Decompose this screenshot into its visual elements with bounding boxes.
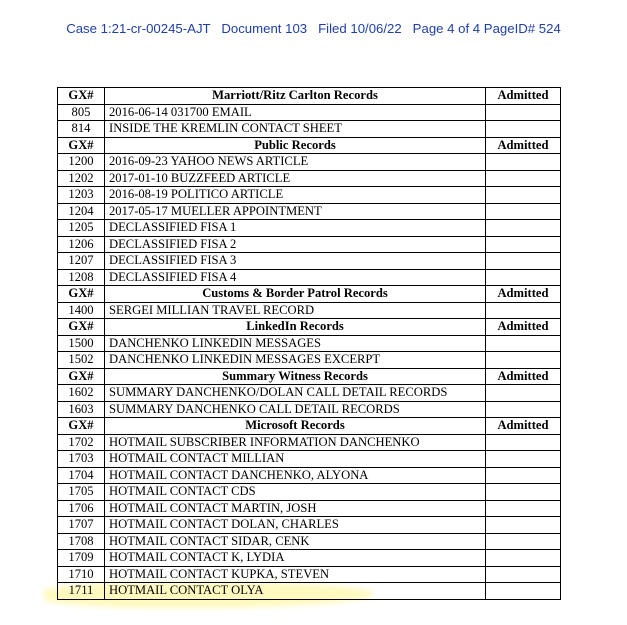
exhibit-description: DANCHENKO LINKEDIN MESSAGES	[105, 335, 486, 352]
table-row	[58, 302, 561, 319]
table-row	[58, 484, 561, 501]
gx-column-header: GX#	[58, 137, 105, 154]
gx-column-header: GX#	[58, 286, 105, 303]
exhibit-number: 1711	[58, 583, 105, 600]
exhibit-number: 1502	[58, 352, 105, 369]
admitted-cell	[486, 302, 561, 319]
exhibit-description: HOTMAIL CONTACT DOLAN, CHARLES	[105, 517, 486, 534]
exhibit-table	[57, 87, 561, 600]
exhibit-number: 814	[58, 121, 105, 138]
exhibit-number: 1204	[58, 203, 105, 220]
admitted-cell	[486, 583, 561, 600]
exhibit-number: 1710	[58, 566, 105, 583]
admitted-cell	[486, 517, 561, 534]
admitted-cell	[486, 401, 561, 418]
admitted-cell	[486, 104, 561, 121]
exhibit-number: 1709	[58, 550, 105, 567]
table-row	[58, 335, 561, 352]
admitted-cell	[486, 500, 561, 517]
admitted-cell	[486, 467, 561, 484]
admitted-column-header: Admitted	[486, 368, 561, 385]
section-title: Public Records	[105, 137, 486, 154]
section-header-row	[58, 368, 561, 385]
table-row	[58, 566, 561, 583]
table-row	[58, 253, 561, 270]
exhibit-description: DECLASSIFIED FISA 4	[105, 269, 486, 286]
table-row	[58, 187, 561, 204]
section-header-row	[58, 137, 561, 154]
exhibit-number: 1708	[58, 533, 105, 550]
exhibit-number: 1208	[58, 269, 105, 286]
table-row	[58, 517, 561, 534]
admitted-column-header: Admitted	[486, 319, 561, 336]
exhibit-number: 1400	[58, 302, 105, 319]
table-row	[58, 220, 561, 237]
admitted-cell	[486, 533, 561, 550]
exhibit-number: 1500	[58, 335, 105, 352]
admitted-cell	[486, 203, 561, 220]
exhibit-number: 1200	[58, 154, 105, 171]
admitted-cell	[486, 484, 561, 501]
table-row	[58, 385, 561, 402]
admitted-cell	[486, 187, 561, 204]
table-row	[58, 203, 561, 220]
admitted-column-header: Admitted	[486, 286, 561, 303]
exhibit-number: 1703	[58, 451, 105, 468]
exhibit-number: 1707	[58, 517, 105, 534]
admitted-cell	[486, 434, 561, 451]
exhibit-number: 1203	[58, 187, 105, 204]
document-header: Case 1:21-cr-00245-AJT Document 103 Filed 10/06/22 Page 4 of 4 PageID# 524	[66, 21, 561, 36]
exhibit-description: 2017-01-10 BUZZFEED ARTICLE	[105, 170, 486, 187]
admitted-cell	[486, 121, 561, 138]
table-row	[58, 401, 561, 418]
section-title: LinkedIn Records	[105, 319, 486, 336]
exhibit-number: 1206	[58, 236, 105, 253]
exhibit-number: 1205	[58, 220, 105, 237]
exhibit-number: 1705	[58, 484, 105, 501]
exhibit-number: 1602	[58, 385, 105, 402]
section-title: Marriott/Ritz Carlton Records	[105, 88, 486, 105]
section-header-row	[58, 88, 561, 105]
admitted-cell	[486, 451, 561, 468]
exhibit-number: 805	[58, 104, 105, 121]
table-row	[58, 451, 561, 468]
exhibit-description: INSIDE THE KREMLIN CONTACT SHEET	[105, 121, 486, 138]
exhibit-description: 2016-06-14 031700 EMAIL	[105, 104, 486, 121]
table-row	[58, 352, 561, 369]
gx-column-header: GX#	[58, 88, 105, 105]
section-header-row	[58, 286, 561, 303]
admitted-column-header: Admitted	[486, 137, 561, 154]
table-row	[58, 121, 561, 138]
exhibit-description: HOTMAIL CONTACT SIDAR, CENK	[105, 533, 486, 550]
admitted-cell	[486, 385, 561, 402]
admitted-column-header: Admitted	[486, 418, 561, 435]
exhibit-description: 2017-05-17 MUELLER APPOINTMENT	[105, 203, 486, 220]
section-header-row	[58, 319, 561, 336]
exhibit-description: HOTMAIL CONTACT MILLIAN	[105, 451, 486, 468]
exhibit-description: HOTMAIL CONTACT KUPKA, STEVEN	[105, 566, 486, 583]
table-row	[58, 500, 561, 517]
exhibit-number: 1202	[58, 170, 105, 187]
exhibit-number: 1603	[58, 401, 105, 418]
table-row	[58, 583, 561, 600]
exhibit-description: SUMMARY DANCHENKO/DOLAN CALL DETAIL RECORDS	[105, 385, 486, 402]
table-row	[58, 467, 561, 484]
admitted-cell	[486, 170, 561, 187]
section-title: Microsoft Records	[105, 418, 486, 435]
table-row	[58, 550, 561, 567]
exhibit-description: HOTMAIL CONTACT CDS	[105, 484, 486, 501]
exhibit-number: 1704	[58, 467, 105, 484]
admitted-cell	[486, 253, 561, 270]
admitted-cell	[486, 154, 561, 171]
table-row	[58, 269, 561, 286]
admitted-column-header: Admitted	[486, 88, 561, 105]
exhibit-number: 1702	[58, 434, 105, 451]
admitted-cell	[486, 550, 561, 567]
exhibit-description: SUMMARY DANCHENKO CALL DETAIL RECORDS	[105, 401, 486, 418]
section-title: Summary Witness Records	[105, 368, 486, 385]
exhibit-description: DECLASSIFIED FISA 3	[105, 253, 486, 270]
section-header-row	[58, 418, 561, 435]
gx-column-header: GX#	[58, 368, 105, 385]
exhibit-description: 2016-08-19 POLITICO ARTICLE	[105, 187, 486, 204]
exhibit-description: DECLASSIFIED FISA 2	[105, 236, 486, 253]
admitted-cell	[486, 352, 561, 369]
admitted-cell	[486, 335, 561, 352]
exhibit-description: HOTMAIL SUBSCRIBER INFORMATION DANCHENKO	[105, 434, 486, 451]
exhibit-description: HOTMAIL CONTACT K, LYDIA	[105, 550, 486, 567]
table-row	[58, 170, 561, 187]
exhibit-description: SERGEI MILLIAN TRAVEL RECORD	[105, 302, 486, 319]
exhibit-description: 2016-09-23 YAHOO NEWS ARTICLE	[105, 154, 486, 171]
gx-column-header: GX#	[58, 418, 105, 435]
exhibit-number: 1207	[58, 253, 105, 270]
table-row	[58, 104, 561, 121]
table-row	[58, 236, 561, 253]
admitted-cell	[486, 236, 561, 253]
exhibit-description: HOTMAIL CONTACT OLYA	[105, 583, 486, 600]
exhibit-description: DECLASSIFIED FISA 1	[105, 220, 486, 237]
exhibit-description: HOTMAIL CONTACT DANCHENKO, ALYONA	[105, 467, 486, 484]
table-row	[58, 434, 561, 451]
table-row	[58, 533, 561, 550]
admitted-cell	[486, 269, 561, 286]
exhibit-description: HOTMAIL CONTACT MARTIN, JOSH	[105, 500, 486, 517]
gx-column-header: GX#	[58, 319, 105, 336]
exhibit-description: DANCHENKO LINKEDIN MESSAGES EXCERPT	[105, 352, 486, 369]
section-title: Customs & Border Patrol Records	[105, 286, 486, 303]
admitted-cell	[486, 566, 561, 583]
admitted-cell	[486, 220, 561, 237]
table-row	[58, 154, 561, 171]
exhibit-number: 1706	[58, 500, 105, 517]
